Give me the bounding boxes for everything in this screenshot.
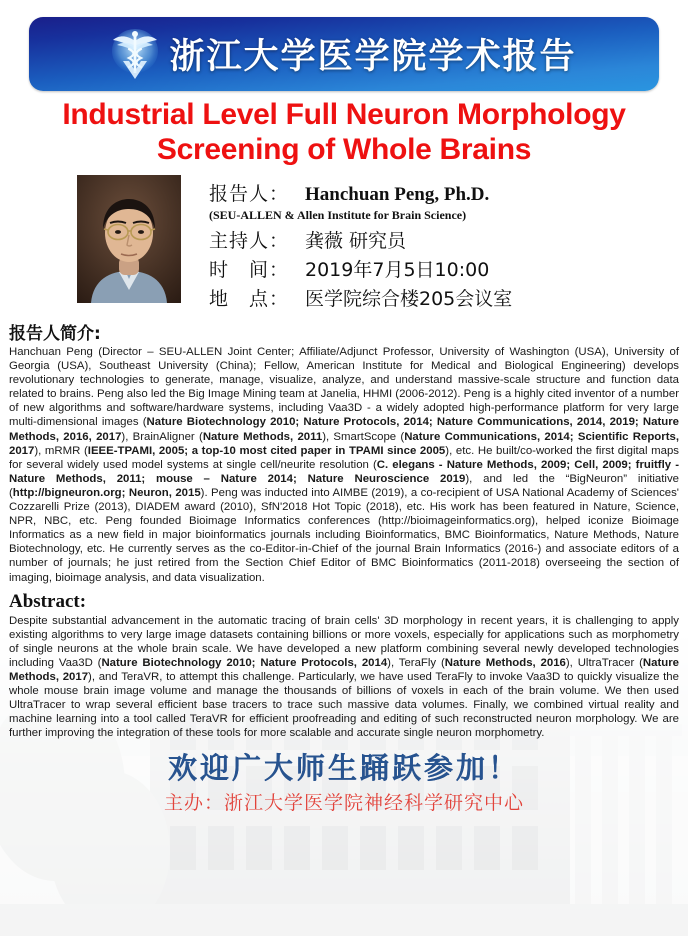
info-value-speaker: Hanchuan Peng, Ph.D. [305,184,490,205]
speaker-portrait-photo [77,175,181,303]
abstract-heading: Abstract: [9,590,87,612]
page-title [9,98,679,167]
info-label-host: 主持人： [209,230,290,252]
footer [9,750,679,815]
info-row-speaker [209,179,679,206]
info-value-time: 2019年7月5日10:00 [305,259,490,281]
info-label-speaker: 报告人： [209,183,290,205]
info-row-host [209,226,679,253]
abstract-text: Despite substantial advancement in the automatic tracing of brain cells' 3D morphology in recent years, it is challenging to apply existing algorithms to very large image datasets containing billions or more voxels, especially for applications such as morphometry of single neurons at the whole brain scale. We have developed a new platform combining several newly developed technologies including Vaa3D (Nature Biotechnology 2010; Nature Protocols, 2014), TeraFly (Nature Methods, 2016), UltraTracer (Nature Methods, 2017), and TeraVR, to attempt this challenge. Particularly, we have used TeraFly to invoke Vaa3D to quickly visualize the whole mouse brain image volume and manage the thousands of billions of voxels in each of the brain volume. We then used UltraTracer to wrap several efficient base tracers to trace such massive data volumes. Finally, we combined virtual reality and machine learning into a tool called TeraVR for efficient proofreading and editing of such reconstructed neuron morphology. We are further improving the integration of these tools for more scalable and accurate single neuron morphometry. [9,614,679,740]
speaker-info-rows [209,175,679,313]
organizer-line: 主办：浙江大学医学院神经科学研究中心 [163,791,524,814]
bio-heading: 报告人简介: [9,324,101,344]
info-row-time [209,255,679,282]
info-label-location: 地 点： [209,288,290,310]
info-value-location: 医学院综合楼205会议室 [305,288,513,310]
info-label-time: 时 间： [209,259,290,281]
header-banner [29,17,659,91]
caduceus-medical-emblem-icon [111,27,159,81]
speaker-info-block [9,175,679,313]
page-title-line-1: Industrial Level Full Neuron Morphology [62,98,626,131]
banner-title: 浙江大学医学院学术报告 [169,37,577,77]
poster-page [0,17,688,936]
bio-text: Hanchuan Peng (Director – SEU-ALLEN Joint Center; Affiliate/Adjunct Professor, University of Washington (USA), University of Georgia (USA), Southeast University (China); Fellow, American Institute for Medical and Biological Engineering) develops revolutionary technologies to generate, manage, visualize, analyze, and understand massive-scale structure and function data related to brains. Peng also led the Big Image Mining team at Janelia, HHMI (2006-2012). Peng is a highly cited inventor of a number of new algorithms and software/hardware systems, including Vaa3D - a widely adopted high-performance platform for very large multi-dimensional images (Nature Biotechnology 2010; Nature Protocols, 2014; Nature Communications, 2014, 2019; Nature Methods, 2016, 2017), BrainAligner (Nature Methods, 2011), SmartScope (Nature Communications, 2014; Scientific Reports, 2017), mRMR (IEEE-TPAMI, 2005; a top-10 most cited paper in TPAMI since 2005), etc. He built/co-worked the first digital maps for several widely used model systems at single cell/neurite resolution (C. elegans - Nature Methods, 2009; Cell, 2009; fruitfly - Nature Methods, 2011; mouse – Nature 2014; Nature Neuroscience 2019), and led the “BigNeuron” initiative (http://bigneuron.org; Neuron, 2015). Peng was inducted into AIMBE (2019), a co-recipient of USA National Academy of Sciences' Cozzarelli Prize (2013), DIADEM award (2010), SfN'2018 Hot Topic (2018), etc. His work has been featured in Nature, Science, NPR, NBC, etc. Peng founded Bioimage Informatics conferences (http://bioimageinformatics.org), helped iconize Bioimage Informatics as a new field in major bioinformatics journals including Bioinformatics, BMC Bioinformatics, Nature Methods, Nature Biotechnology, etc. He currently serves as the co-Editor-in-Chief of the journal Brain Informatics (2016-) and associate editors of a number of journals; he just retired from the Section Chief Editor of BMC Bioinformatics (2011-2018) overseeing the section of imaging, bioimage analysis, and data visualization. [9,346,679,584]
info-value-host: 龚薇 研究员 [305,230,407,252]
info-row-location [209,284,679,311]
speaker-affiliation: (SEU-ALLEN & Allen Institute for Brain Science) [209,208,467,222]
welcome-message: 欢迎广大师生踊跃参加！ [9,750,679,786]
page-title-line-2: Screening of Whole Brains [156,132,532,166]
